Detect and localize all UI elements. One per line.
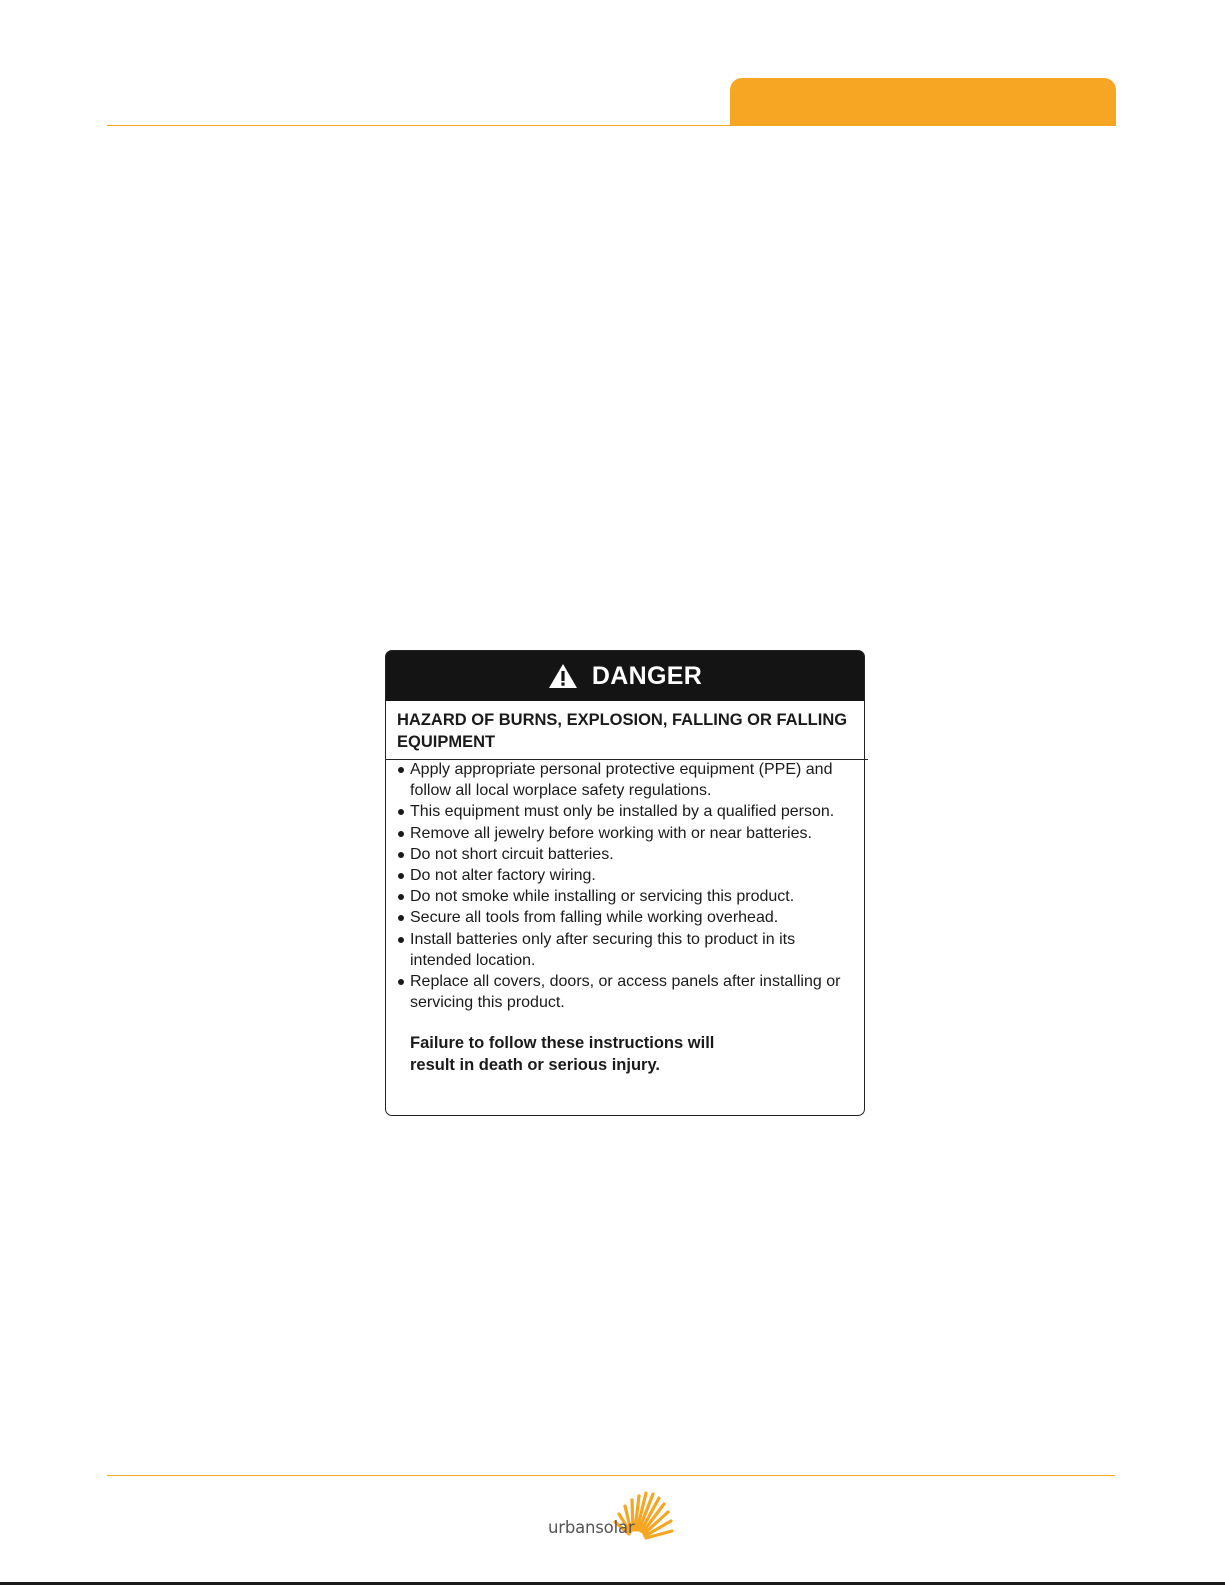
logo-wordmark: urbansolar [548, 1518, 635, 1537]
list-item: Install batteries only after securing this to product in its intended location. [397, 929, 854, 971]
safety-rules-list [386, 750, 864, 1013]
list-item: Do not smoke while installing or servicing this product. [397, 886, 854, 907]
header-rule [107, 125, 1115, 126]
list-item: Replace all covers, doors, or access panels after installing or servicing this product. [397, 971, 854, 1013]
list-item: This equipment must only be installed by a qualified person. [397, 801, 854, 822]
danger-notice [385, 650, 865, 1116]
header-tab [730, 78, 1116, 126]
warning-triangle-icon [548, 663, 578, 689]
consequence-statement: Failure to follow these instructions will result in death or serious injury. [410, 1034, 715, 1074]
list-item: Do not short circuit batteries. [397, 844, 854, 865]
list-item: Do not alter factory wiring. [397, 865, 854, 886]
list-item: Remove all jewelry before working with or near batteries. [397, 823, 854, 844]
danger-header [386, 651, 864, 701]
urbansolar-logo [545, 1486, 685, 1538]
list-item: Apply appropriate personal protective equipment (PPE) and follow all local worplace safety regulations. [397, 759, 854, 801]
list-item: Secure all tools from falling while working overhead. [397, 907, 854, 928]
danger-title: DANGER [591, 661, 703, 690]
hazard-heading: HAZARD OF BURNS, EXPLOSION, FALLING OR FALLING EQUIPMENT [397, 711, 848, 751]
footer-rule [107, 1475, 1115, 1476]
